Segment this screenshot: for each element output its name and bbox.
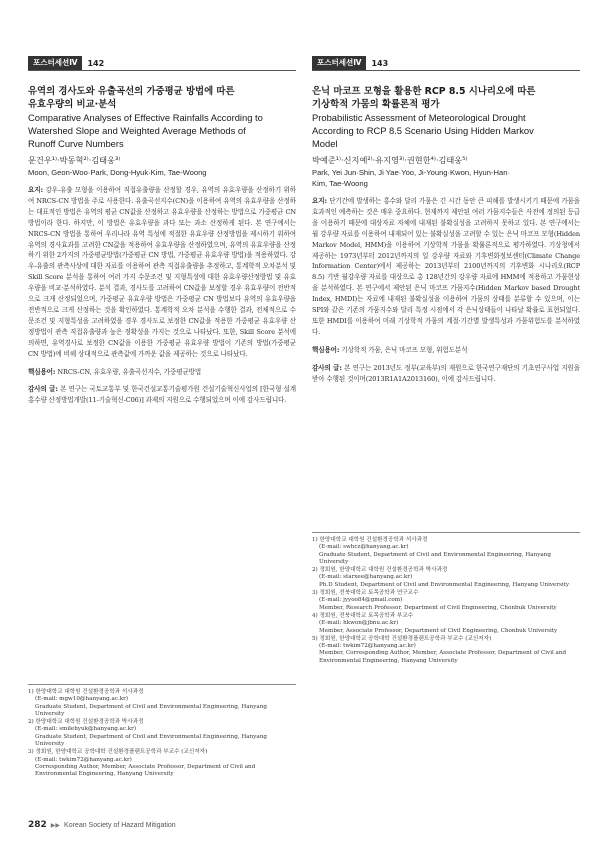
footnote-line: Member, Research Professor, Department of Civil Engineering, Chonbuk University [319, 604, 557, 611]
ack-label: 감사의 글: [28, 385, 58, 394]
keywords-text: 기상학적 가뭄, 은닉 마코프 모형, 위험도분석 [341, 345, 468, 354]
authors-english-line: Park, Yei Jun·Shin, Ji Yae·Yoo, Ji-Young·Kwon, Hyun-Han· [312, 168, 510, 177]
footnote-line: Corresponding Author, Member, Associate Professor, Department of Civil and Environmental Engineering, Hanyang University [35, 763, 256, 778]
footnote-line: (E-mail: swhcz@hanyang.ac.kr) [319, 544, 409, 551]
footnote-line: Graduate Student, Department of Civil and Environmental Engineering, Hanyang University [35, 733, 267, 748]
left-article [28, 56, 296, 406]
footnotes-left [28, 684, 296, 780]
abstract [312, 196, 580, 338]
title-english-line: Probabilistic Assessment of Meteorological Drought [312, 112, 526, 123]
abstract-label: 요지: [28, 186, 43, 194]
abstract [28, 185, 296, 360]
title-korean [28, 85, 296, 111]
footnote-line: 1) 한양대학교 대학원 건설환경공학과 석사과정 [312, 537, 428, 543]
right-article [312, 56, 580, 385]
footnote-line: (E-mail: mgw10@hanyang.ac.kr) [35, 696, 129, 703]
footnote-line: (E-mail: starxee@hanyang.ac.kr) [319, 574, 413, 581]
title-korean-line: 은닉 마코프 모형을 활용한 RCP 8.5 시나리오에 따른 [312, 86, 536, 97]
section-header [312, 56, 580, 71]
ack-label: 감사의 글: [312, 363, 342, 372]
title-english-line: According to RCP 8.5 Scenario Using Hidden Markov [312, 125, 534, 136]
title-english-line: Watershed Slope and Weighted Average Methods of [28, 125, 246, 136]
keywords [28, 367, 296, 378]
title-korean [312, 85, 580, 111]
journal-name: Korean Society of Hazard Mitigation [64, 821, 176, 829]
footnote [28, 689, 296, 718]
page-footer [28, 820, 176, 830]
footnote-line: (E-mail: jyyoo84@gmail.com) [319, 597, 403, 604]
keywords-text: NRCS-CN, 유효우량, 유출곡선지수, 가중평균방법 [57, 367, 202, 376]
title-english [312, 111, 580, 150]
abstract-label: 요지: [312, 197, 327, 205]
footnote [28, 749, 296, 778]
title-english-line: Comparative Analyses of Effective Rainfalls According to [28, 112, 263, 123]
authors-english: Moon, Geon-Woo·Park, Dong-Hyuk·Kim, Tae-Woong [28, 168, 207, 177]
authors-korean: 박예준¹⁾·신지예²⁾·유지영³⁾·권현한⁴⁾·김태웅⁵⁾ [312, 155, 468, 165]
title-korean-line: 기상학적 가뭄의 확률론적 평가 [312, 99, 440, 110]
footnote [312, 613, 580, 635]
footnote-line: Member, Associate Professor, Department of Civil Engineering, Chonbuk University [319, 627, 558, 634]
section-header [28, 56, 296, 71]
authors-english [312, 167, 580, 189]
footnote-line: (E-mail: hkwon@jbnu.ac.kr) [319, 620, 399, 627]
page-number: 282 [28, 820, 47, 830]
title-english [28, 111, 296, 150]
section-tag: 포스터세션Ⅳ [312, 56, 366, 70]
abstract-text: 강우-유출 모형을 이용하여 직접유출량을 산정할 경우, 유역의 유효우량을 산정하기 위하여 NRCS-CN 방법을 주로 사용한다. 유출곡선지수(CN)을 이용하여 유역의 유효우량을 산정하는 대표적인 방법은 유역의 평균 CN값을 산정하고 유효우량을 산정하는 방법으로 가중평균 CN 방법이라 한다. 하지만, 이 방법은 유효우량을 과다 또는 과소 산정하게 된다. 본 연구에서는 NRCS-CN 방법을 통하여 우리나라 유역 특성에 적절한 유효우량 산정방법을 제시하기 위하여 유역의 경사효과를 고려한 CN값을 적용하여 유효우량을 산정하였으며, 유역의 유효우량을 산정하기 위한 2가지의 가중평균방법(가중평균 CN 방법, 가중평균 유효우량 방법)을 적용하였다. 강우-유출의 관측사상에 대한 자료를 이용하여 관측 직접유출량을 추정하고, 통계학적 오차분석 및 Skill Score 분석을 통하여 여러 가지 수문조건 및 지형특성에 대한 유효우량산정방법 및 유효우량을 비교·분석하였다. 분석 결과, 경사도를 고려하여 CN값을 보정할 경우 유효우량이 전반적으로 크게 산정되었으며, 가중평균 유효우량 방법은 가중평균 CN 방법보다 유역의 유효우량을 전반적으로 크게 산정하는 것을 확인하였다. 통계학적 오차 분석을 수행한 결과, 전체적으로 수문조건 및 지형특성을 고려하였을 경우 경사도로 보정한 CN값을 적용한 가중평균 유효우량 산정방법이 관측 직접유출량과 높은 정확성을 가지는 것으로 나타났다. 또한, Skill Score 분석에 의하면, 유역경사로 보정한 CN값을 이용한 가중평균 유효우량 방법이 기존의 방법(가중평균 CN 방법)에 비해 상대적으로 관측값에 가까운 값을 제공하는 것으로 나타났다. [28, 186, 296, 358]
keywords [312, 345, 580, 356]
footnote-line: Member, Corresponding Author, Member, Associate Professor, Department of Civil and Environmental Engineering, Hanyang University [319, 650, 567, 664]
acknowledgement [312, 363, 580, 385]
ack-text: 본 연구는 국토교통부 및 한국건설교통기술평가원 건설기술혁신사업의 [한국형 설계홍수량 산정방법개발(11-기술혁신-C06)] 과제의 지원으로 수행되었으며 이에 감사드립니다. [28, 385, 296, 405]
authors-english-line: Kim, Tae-Woong [312, 179, 368, 188]
footnote [312, 537, 580, 566]
footnote-line: Graduate Student, Department of Civil and Environmental Engineering, Hanyang University [319, 551, 551, 565]
footnote [312, 567, 580, 589]
title-korean-line: 유효우량의 비교·분석 [28, 99, 117, 110]
footnote-line: 3) 정회원, 전북대학교 토목공학과 연구교수 [312, 590, 419, 597]
title-english-line: Runoff Curve Numbers [28, 138, 124, 149]
footnote-line: (E-mail: smilehyuk@hanyang.ac.kr) [35, 726, 137, 733]
footnotes-right [312, 532, 580, 666]
footnote [312, 590, 580, 612]
title-korean-line: 유역의 경사도와 유출곡선의 가중평균 방법에 따른 [28, 86, 235, 97]
acknowledgement [28, 384, 296, 406]
keywords-label: 핵심용어: [28, 367, 56, 376]
section-number: 143 [371, 58, 389, 68]
double-arrow-icon: ▶▶ [50, 821, 61, 829]
footnote-line: Ph.D Student, Department of Civil and Environmental Engineering, Hanyang University [319, 581, 570, 588]
footnote-line: 3) 정회원, 한양대학교 공학대학 건설환경플랜트공학과 부교수 (교신저자) [28, 749, 208, 756]
footnote [312, 636, 580, 665]
footnote-line: 1) 한양대학교 대학원 건설환경공학과 석사과정 [28, 689, 144, 695]
abstract-text: 단기간에 발생하는 홍수와 달리 가뭄은 긴 시간 동안 큰 피해를 발생시키기 때문에 가뭄을 효과적인 예측하는 것은 매우 중요하다. 현재까지 제안된 여러 가뭄지수들은 사전에 정의된 등급을 이용하기 때문에 대상자료 자체에 내재된 불확실성을 고려하지 못하고 있다. 본 연구에서는 월 강우량 자료를 이용하여 내재되어 있는 불확실성을 고려할 수 있는 은닉 마코프 모형(Hidden Markov Model, HMM)을 이용하여 기상학적 가뭄을 확률론적으로 평가하였다. 기상청에서 제공하는 1973년부터 2012년까지의 일 강우량 자료와 기후변화정보센터(Climate Change Information Center)에서 제공하는 2013년부터 2100년까지의 기후변화 시나리오(RCP 8.5) 기반 월강우량 자료를 대상으로 총 128년간의 강우량 자료에 HMM에 적용하고 가뭄현상을 분석하였다. 본 연구에서 제안된 은닉 마코프 가뭄지수(Hidden Markov based Drought Index, HMDI)는 자료에 내재된 불확실성을 이용하여 가뭄의 상태를 분류할 수 있으며, 이는 SPI와 같은 기존의 가뭄지수와 달리 특정 시점에서 각 은닉상태들이 나타날 확률로 표현되었다. 또한 HMDI를 이용하여 미래 기상학적 가뭄의 계절·기간별 발생특성과 가뭄위험도를 분석하였다. [312, 197, 580, 336]
footnote [28, 719, 296, 748]
section-tag: 포스터세션Ⅳ [28, 56, 82, 70]
footnote-line: (E-mail: twkim72@hanyang.ac.kr) [35, 756, 132, 763]
title-english-line: Model [312, 138, 338, 149]
authors-korean: 문건우¹⁾·박동혁²⁾·김태웅³⁾ [28, 155, 121, 165]
footnote-line: 2) 한양대학교 대학원 건설환경공학과 박사과정 [28, 719, 144, 726]
section-number: 142 [87, 58, 105, 68]
keywords-label: 핵심용어: [312, 345, 340, 354]
footnote-line: Graduate Student, Department of Civil and Environmental Engineering, Hanyang University [35, 703, 267, 717]
footnote-line: 2) 정회원, 한양대학교 대학원 건설환경공학과 박사과정 [312, 567, 448, 574]
footnote-line: 5) 정회원, 한양대학교 공학대학 건설환경플랜트공학과 부교수 (교신저자) [312, 635, 492, 642]
ack-text: 본 연구는 2013년도 정부(교육부)의 재원으로 한국연구재단의 기초연구사업 지원을 받아 수행된 것이며(2013R1A1A2013160), 이에 감사드립니다. [312, 363, 580, 383]
footnote-line: (E-mail: twkim72@hanyang.ac.kr) [319, 643, 416, 650]
footnote-line: 4) 정회원, 전북대학교 토목공학과 부교수 [312, 612, 414, 619]
